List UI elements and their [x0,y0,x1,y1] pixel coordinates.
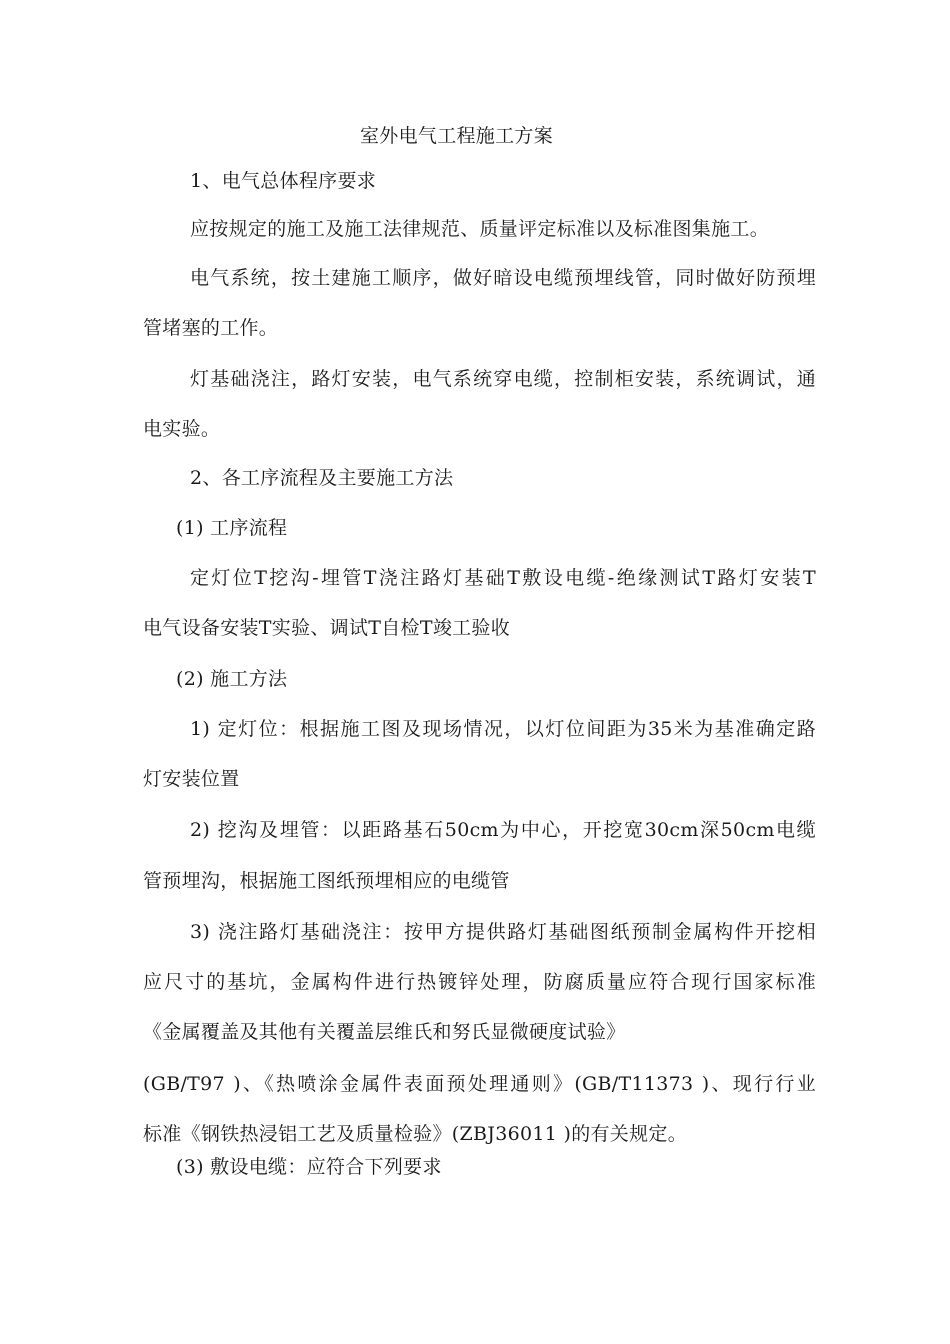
paragraph-line: 灯安装位置 [143,768,240,790]
paragraph-line: 定灯位T挖沟-埋管T浇注路灯基础T敷设电缆-绝缘测试T路灯安装T [190,567,816,589]
paragraph-line: 3) 浇注路灯基础浇注：按甲方提供路灯基础图纸预制金属构件开挖相 [190,921,816,943]
paragraph-line: (GB/T97 )、《热喷涂金属件表面预处理通则》(GB/T11373 )、现行行业 [143,1073,816,1095]
paragraph-line: 《金属覆盖及其他有关覆盖层维氏和努氏显微硬度试验》 [143,1021,626,1043]
paragraph-line: 电气系统，按土建施工顺序，做好暗设电缆预埋线管，同时做好防预埋 [190,267,816,289]
section-heading: 1、电气总体程序要求 [190,170,377,192]
paragraph-line: 管预埋沟，根据施工图纸预埋相应的电缆管 [143,870,510,892]
section-heading: 2、各工序流程及主要施工方法 [190,467,454,489]
paragraph-line: 2) 挖沟及埋管：以距路基石50cm为中心，开挖宽30cm深50cm电缆 [190,819,816,841]
subsection-heading: (2) 施工方法 [176,668,288,690]
paragraph-line: 电实验。 [143,418,221,440]
subsection-heading: (3) 敷设电缆：应符合下列要求 [176,1156,442,1178]
paragraph-line: 1) 定灯位：根据施工图及现场情况，以灯位间距为35米为基准确定路 [190,718,816,740]
paragraph-line: 应尺寸的基坑，金属构件进行热镀锌处理，防腐质量应符合现行国家标准 [143,971,816,993]
paragraph-line: 灯基础浇注，路灯安装，电气系统穿电缆，控制柜安装，系统调试，通 [190,368,816,390]
paragraph-line: 电气设备安装T实验、调试T自检T竣工验收 [143,617,511,639]
document-title: 室外电气工程施工方案 [360,125,554,147]
paragraph-line: 管堵塞的工作。 [143,317,279,339]
paragraph-line: 标准《钢铁热浸铝工艺及质量检验》(ZBJ36011 )的有关规定。 [143,1123,687,1145]
subsection-heading: (1) 工序流程 [176,517,288,539]
paragraph-line: 应按规定的施工及施工法律规范、质量评定标准以及标准图集施工。 [190,218,770,240]
